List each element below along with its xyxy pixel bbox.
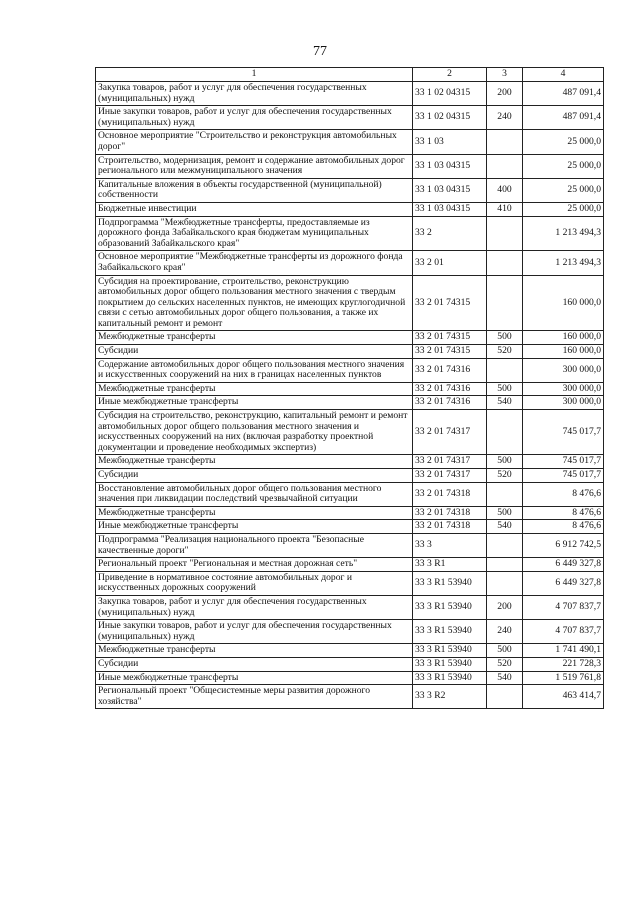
row-amount-cell: 1 519 761,8 — [523, 671, 604, 685]
column-header: 2 — [413, 68, 487, 82]
column-header: 4 — [523, 68, 604, 82]
row-name-cell: Основное мероприятие "Межбюджетные трансферты из дорожного фонда Забайкальского края" — [96, 251, 413, 275]
table-row — [96, 251, 604, 275]
row-name-cell: Иные межбюджетные трансферты — [96, 520, 413, 534]
row-code-cell: 33 1 02 04315 — [413, 82, 487, 106]
table-row — [96, 202, 604, 216]
row-name-cell: Межбюджетные трансферты — [96, 506, 413, 520]
row-type-cell — [487, 358, 523, 382]
table-row — [96, 345, 604, 359]
row-amount-cell: 487 091,4 — [523, 106, 604, 130]
table-row — [96, 620, 604, 644]
row-amount-cell: 160 000,0 — [523, 345, 604, 359]
row-amount-cell: 1 741 490,1 — [523, 644, 604, 658]
row-name-cell: Субсидии — [96, 469, 413, 483]
row-type-cell — [487, 275, 523, 331]
row-code-cell: 33 2 01 74316 — [413, 358, 487, 382]
row-type-cell — [487, 533, 523, 557]
row-name-cell: Межбюджетные трансферты — [96, 331, 413, 345]
row-amount-cell: 160 000,0 — [523, 275, 604, 331]
row-code-cell: 33 1 02 04315 — [413, 106, 487, 130]
row-name-cell: Подпрограмма "Реализация национального проекта "Безопасные качественные дороги" — [96, 533, 413, 557]
row-amount-cell: 25 000,0 — [523, 202, 604, 216]
table-row — [96, 216, 604, 251]
row-name-cell: Закупка товаров, работ и услуг для обеспечения государственных (муниципальных) нужд — [96, 82, 413, 106]
row-amount-cell: 300 000,0 — [523, 396, 604, 410]
table-row — [96, 644, 604, 658]
row-code-cell: 33 1 03 — [413, 130, 487, 154]
row-name-cell: Субсидии — [96, 657, 413, 671]
row-code-cell: 33 3 R1 53940 — [413, 657, 487, 671]
row-type-cell: 540 — [487, 671, 523, 685]
row-name-cell: Восстановление автомобильных дорог общего пользования местного значения при ликвидации последствий чрезвычайной ситуации — [96, 482, 413, 506]
row-type-cell — [487, 154, 523, 178]
row-amount-cell: 745 017,7 — [523, 410, 604, 455]
row-type-cell: 540 — [487, 396, 523, 410]
row-code-cell: 33 2 01 74318 — [413, 482, 487, 506]
row-amount-cell: 745 017,7 — [523, 469, 604, 483]
row-amount-cell: 8 476,6 — [523, 482, 604, 506]
row-name-cell: Региональный проект "Региональная и местная дорожная сеть" — [96, 558, 413, 572]
table-row — [96, 506, 604, 520]
row-code-cell: 33 2 01 74315 — [413, 345, 487, 359]
row-type-cell — [487, 251, 523, 275]
row-type-cell: 500 — [487, 506, 523, 520]
row-type-cell — [487, 571, 523, 595]
row-type-cell: 520 — [487, 469, 523, 483]
row-type-cell — [487, 558, 523, 572]
row-code-cell: 33 2 01 74315 — [413, 331, 487, 345]
row-code-cell: 33 2 01 74316 — [413, 382, 487, 396]
row-amount-cell: 25 000,0 — [523, 178, 604, 202]
row-type-cell — [487, 130, 523, 154]
row-name-cell: Субсидия на проектирование, строительство, реконструкцию автомобильных дорог общего пользования местного значения с твердым покрытием до сельских населенных пунктов, не имеющих круглогодичной связи с сетью автомобильных дорог общего пользования, а также их капитальный ремонт и ремонт — [96, 275, 413, 331]
row-amount-cell: 221 728,3 — [523, 657, 604, 671]
row-name-cell: Иные закупки товаров, работ и услуг для обеспечения государственных (муниципальных) нужд — [96, 106, 413, 130]
table-row — [96, 410, 604, 455]
row-type-cell: 200 — [487, 595, 523, 619]
row-type-cell: 200 — [487, 82, 523, 106]
row-code-cell: 33 3 R1 53940 — [413, 595, 487, 619]
table-row — [96, 595, 604, 619]
row-code-cell: 33 3 R1 — [413, 558, 487, 572]
column-header: 3 — [487, 68, 523, 82]
row-code-cell: 33 1 03 04315 — [413, 154, 487, 178]
row-name-cell: Бюджетные инвестиции — [96, 202, 413, 216]
table-row — [96, 82, 604, 106]
row-amount-cell: 745 017,7 — [523, 455, 604, 469]
row-name-cell: Капитальные вложения в объекты государственной (муниципальной) собственности — [96, 178, 413, 202]
row-amount-cell: 8 476,6 — [523, 506, 604, 520]
row-amount-cell: 25 000,0 — [523, 154, 604, 178]
row-type-cell: 240 — [487, 620, 523, 644]
row-name-cell: Межбюджетные трансферты — [96, 644, 413, 658]
row-name-cell: Региональный проект "Общесистемные меры развития дорожного хозяйства" — [96, 685, 413, 709]
table-row — [96, 571, 604, 595]
row-name-cell: Субсидия на строительство, реконструкцию, капитальный ремонт и ремонт автомобильных дорог общего пользования местного значения и искусственных сооружений на них (включая разработку проектной документации и проведение необходимых экспертиз) — [96, 410, 413, 455]
row-name-cell: Иные межбюджетные трансферты — [96, 671, 413, 685]
row-amount-cell: 4 707 837,7 — [523, 620, 604, 644]
row-name-cell: Приведение в нормативное состояние автомобильных дорог и искусственных дорожных сооружений — [96, 571, 413, 595]
table-header-row — [96, 68, 604, 82]
row-type-cell: 520 — [487, 657, 523, 671]
row-amount-cell: 300 000,0 — [523, 358, 604, 382]
table-row — [96, 178, 604, 202]
row-code-cell: 33 3 R1 53940 — [413, 571, 487, 595]
row-amount-cell: 6 449 327,8 — [523, 558, 604, 572]
row-code-cell: 33 2 01 74318 — [413, 520, 487, 534]
table-row — [96, 275, 604, 331]
row-name-cell: Содержание автомобильных дорог общего пользования местного значения и искусственных сооружений на них в границах населенных пунктов — [96, 358, 413, 382]
row-name-cell: Основное мероприятие "Строительство и реконструкция автомобильных дорог" — [96, 130, 413, 154]
row-name-cell: Иные закупки товаров, работ и услуг для обеспечения государственных (муниципальных) нужд — [96, 620, 413, 644]
table-row — [96, 657, 604, 671]
row-code-cell: 33 2 01 74315 — [413, 275, 487, 331]
row-name-cell: Иные межбюджетные трансферты — [96, 396, 413, 410]
row-type-cell: 240 — [487, 106, 523, 130]
table-row — [96, 130, 604, 154]
table-row — [96, 482, 604, 506]
row-amount-cell: 160 000,0 — [523, 331, 604, 345]
row-code-cell: 33 3 R1 53940 — [413, 620, 487, 644]
table-row — [96, 469, 604, 483]
row-type-cell: 500 — [487, 331, 523, 345]
row-type-cell: 410 — [487, 202, 523, 216]
row-type-cell — [487, 482, 523, 506]
row-code-cell: 33 3 R2 — [413, 685, 487, 709]
table-row — [96, 154, 604, 178]
row-type-cell: 520 — [487, 345, 523, 359]
row-code-cell: 33 2 01 74318 — [413, 506, 487, 520]
row-type-cell — [487, 685, 523, 709]
row-code-cell: 33 2 — [413, 216, 487, 251]
row-code-cell: 33 1 03 04315 — [413, 178, 487, 202]
row-type-cell: 500 — [487, 382, 523, 396]
row-code-cell: 33 3 — [413, 533, 487, 557]
row-amount-cell: 487 091,4 — [523, 82, 604, 106]
table-row — [96, 382, 604, 396]
row-type-cell: 500 — [487, 644, 523, 658]
row-name-cell: Субсидии — [96, 345, 413, 359]
page-number: 77 — [313, 44, 327, 59]
row-amount-cell: 6 912 742,5 — [523, 533, 604, 557]
table-row — [96, 455, 604, 469]
row-name-cell: Закупка товаров, работ и услуг для обеспечения государственных (муниципальных) нужд — [96, 595, 413, 619]
table-row — [96, 533, 604, 557]
table-row — [96, 331, 604, 345]
row-type-cell — [487, 216, 523, 251]
row-code-cell: 33 2 01 — [413, 251, 487, 275]
row-amount-cell: 300 000,0 — [523, 382, 604, 396]
column-header: 1 — [96, 68, 413, 82]
row-amount-cell: 25 000,0 — [523, 130, 604, 154]
row-code-cell: 33 2 01 74317 — [413, 410, 487, 455]
row-code-cell: 33 1 03 04315 — [413, 202, 487, 216]
table-row — [96, 558, 604, 572]
row-code-cell: 33 2 01 74317 — [413, 469, 487, 483]
row-amount-cell: 8 476,6 — [523, 520, 604, 534]
table-row — [96, 685, 604, 709]
table-row — [96, 358, 604, 382]
row-code-cell: 33 2 01 74316 — [413, 396, 487, 410]
row-amount-cell: 463 414,7 — [523, 685, 604, 709]
table-row — [96, 520, 604, 534]
row-name-cell: Строительство, модернизация, ремонт и содержание автомобильных дорог регионального или межмуниципального значения — [96, 154, 413, 178]
row-type-cell: 500 — [487, 455, 523, 469]
row-type-cell: 540 — [487, 520, 523, 534]
row-code-cell: 33 3 R1 53940 — [413, 644, 487, 658]
row-code-cell: 33 3 R1 53940 — [413, 671, 487, 685]
table-row — [96, 106, 604, 130]
row-amount-cell: 4 707 837,7 — [523, 595, 604, 619]
row-amount-cell: 1 213 494,3 — [523, 251, 604, 275]
budget-table — [95, 67, 604, 709]
row-type-cell — [487, 410, 523, 455]
row-name-cell: Межбюджетные трансферты — [96, 455, 413, 469]
row-name-cell: Межбюджетные трансферты — [96, 382, 413, 396]
table-row — [96, 671, 604, 685]
row-type-cell: 400 — [487, 178, 523, 202]
row-code-cell: 33 2 01 74317 — [413, 455, 487, 469]
table-row — [96, 396, 604, 410]
row-amount-cell: 6 449 327,8 — [523, 571, 604, 595]
row-amount-cell: 1 213 494,3 — [523, 216, 604, 251]
row-name-cell: Подпрограмма "Межбюджетные трансферты, предоставляемые из дорожного фонда Забайкальского края бюджетам муниципальных образований Забайкальского края" — [96, 216, 413, 251]
